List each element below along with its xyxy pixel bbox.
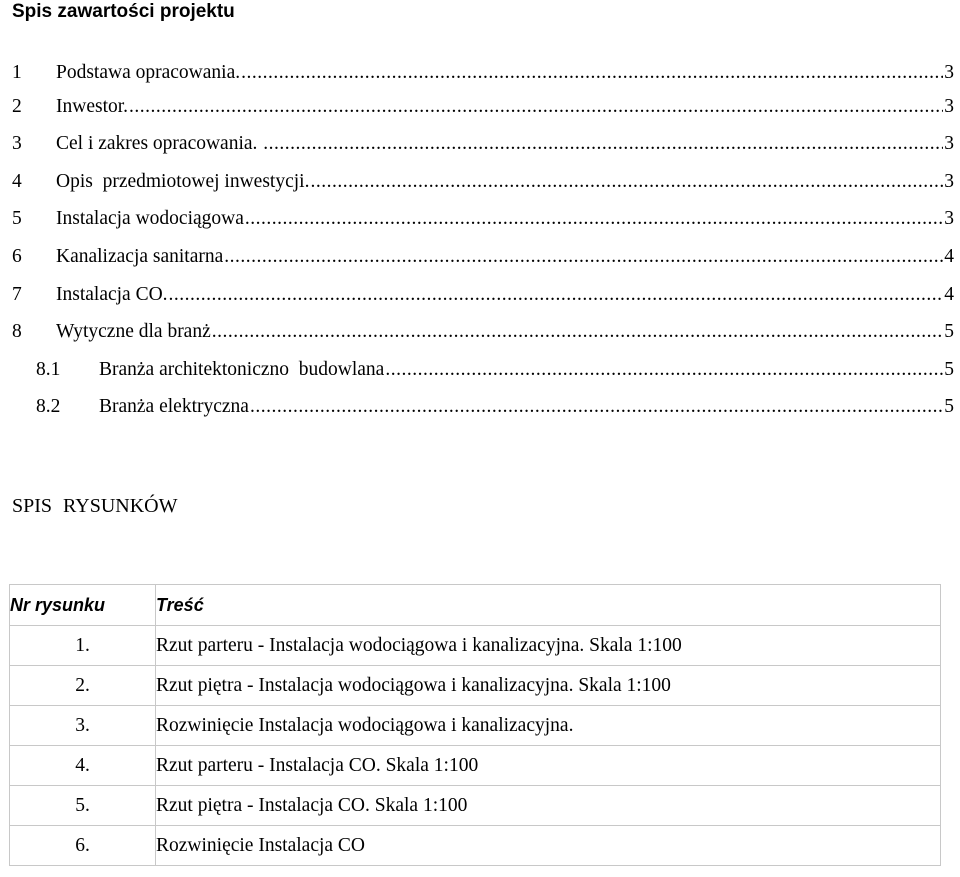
toc-entry-number: 7 bbox=[12, 284, 22, 305]
toc-leader bbox=[212, 319, 944, 345]
toc-entry-page: 3 bbox=[944, 171, 954, 192]
drawing-number: 1. bbox=[10, 626, 156, 666]
toc-entry-page: 4 bbox=[944, 246, 954, 267]
toc-entry bbox=[0, 394, 960, 420]
toc-entry-number: 2 bbox=[12, 96, 22, 117]
column-header-nr: Nr rysunku bbox=[10, 585, 156, 626]
drawing-description: Rzut parteru - Instalacja CO. Skala 1:100 bbox=[156, 746, 941, 786]
drawing-description: Rzut piętra - Instalacja wodociągowa i kanalizacyjna. Skala 1:100 bbox=[156, 666, 941, 706]
table-row bbox=[10, 826, 941, 866]
table-row bbox=[10, 746, 941, 786]
drawing-number: 5. bbox=[10, 786, 156, 826]
toc-leader bbox=[245, 206, 943, 232]
toc-entry-page: 3 bbox=[944, 96, 954, 117]
toc-entry-page: 3 bbox=[944, 62, 954, 83]
toc-entry-page: 5 bbox=[944, 359, 954, 380]
toc-entry-text: Branża elektryczna bbox=[99, 396, 249, 417]
toc-leader bbox=[129, 94, 943, 120]
toc-entry bbox=[0, 319, 960, 345]
toc-entry bbox=[0, 94, 960, 120]
table-row bbox=[10, 706, 941, 746]
toc-entry-page: 3 bbox=[944, 133, 954, 154]
toc-entry bbox=[0, 206, 960, 232]
toc-entry bbox=[0, 244, 960, 270]
toc-entry-text: Instalacja CO. bbox=[56, 284, 168, 305]
table-row bbox=[10, 626, 941, 666]
table-header-row bbox=[10, 585, 941, 626]
drawings-table bbox=[9, 584, 941, 866]
toc-entry bbox=[0, 169, 960, 195]
drawing-description: Rozwinięcie Instalacja CO bbox=[156, 826, 941, 866]
toc-leader bbox=[263, 131, 943, 157]
toc-entry-text: Cel i zakres opracowania. bbox=[56, 133, 263, 154]
toc-leader bbox=[385, 357, 943, 383]
toc-entry-number: 8 bbox=[12, 321, 22, 342]
toc-entry-text: Opis przedmiotowej inwestycji. bbox=[56, 171, 310, 192]
toc-entry-text: Inwestor. bbox=[56, 96, 129, 117]
drawing-description: Rzut parteru - Instalacja wodociągowa i kanalizacyjna. Skala 1:100 bbox=[156, 626, 941, 666]
toc-entry bbox=[0, 357, 960, 383]
toc-entry bbox=[0, 60, 960, 86]
toc-entry-number: 6 bbox=[12, 246, 22, 267]
toc-leader bbox=[241, 60, 943, 86]
table-row bbox=[10, 786, 941, 826]
drawing-description: Rzut piętra - Instalacja CO. Skala 1:100 bbox=[156, 786, 941, 826]
toc-entry-number: 8.2 bbox=[36, 396, 61, 417]
toc-entry bbox=[0, 131, 960, 157]
toc-entry-number: 8.1 bbox=[36, 359, 61, 380]
toc-leader bbox=[224, 244, 943, 270]
toc-leader bbox=[169, 282, 944, 308]
toc-entry-page: 4 bbox=[944, 284, 954, 305]
toc-entry-text: Wytyczne dla branż bbox=[56, 321, 211, 342]
drawing-number: 6. bbox=[10, 826, 156, 866]
drawing-number: 3. bbox=[10, 706, 156, 746]
drawing-number: 4. bbox=[10, 746, 156, 786]
toc-entry-text: Branża architektoniczno budowlana bbox=[99, 359, 385, 380]
column-header-tresc: Treść bbox=[156, 585, 941, 626]
toc-entry-text: Podstawa opracowania. bbox=[56, 62, 241, 83]
toc-entry-text: Instalacja wodociągowa bbox=[56, 208, 244, 229]
toc-leader bbox=[250, 394, 943, 420]
toc-entry-text: Kanalizacja sanitarna bbox=[56, 246, 224, 267]
drawings-heading: SPIS RYSUNKÓW bbox=[12, 495, 178, 517]
toc-entry-number: 5 bbox=[12, 208, 22, 229]
toc-entry-number: 4 bbox=[12, 171, 22, 192]
toc-entry-number: 1 bbox=[12, 62, 22, 83]
drawing-number: 2. bbox=[10, 666, 156, 706]
toc-entry-page: 5 bbox=[944, 321, 954, 342]
document-title: Spis zawartości projektu bbox=[12, 1, 235, 22]
toc-entry-page: 3 bbox=[944, 208, 954, 229]
toc-leader bbox=[310, 169, 943, 195]
drawing-description: Rozwinięcie Instalacja wodociągowa i kanalizacyjna. bbox=[156, 706, 941, 746]
table-row bbox=[10, 666, 941, 706]
toc-entry-page: 5 bbox=[944, 396, 954, 417]
toc-entry bbox=[0, 282, 960, 308]
toc-entry-number: 3 bbox=[12, 133, 22, 154]
